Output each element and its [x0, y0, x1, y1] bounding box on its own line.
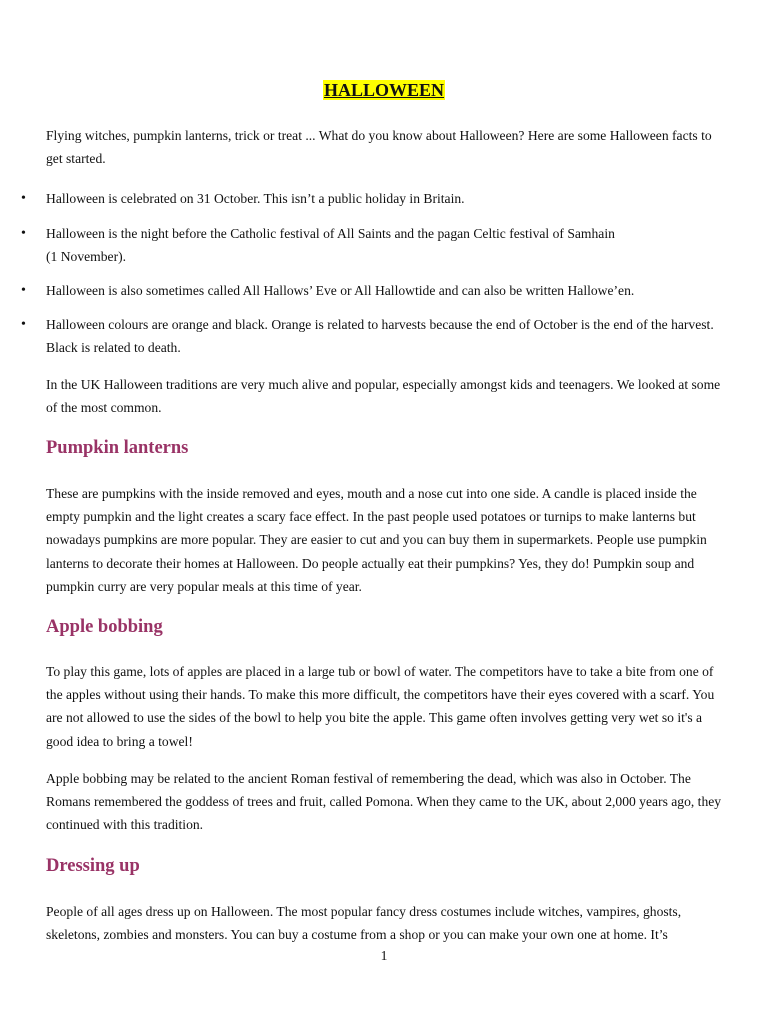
dressing-heading: Dressing up — [46, 856, 140, 876]
dressing-paragraph: People of all ages dress up on Halloween. The most popular fancy dress costumes include witches, vampires, ghosts, skeletons, zombies and monsters. You can buy a costume from a shop or you can make your own one at home. It’s — [46, 904, 682, 943]
bullet-icon: • — [21, 283, 26, 298]
intro-paragraph: Flying witches, pumpkin lanterns, trick or treat ... What do you know about Halloween? Here are some Halloween facts to get started. — [46, 128, 712, 167]
pumpkin-heading: Pumpkin lanterns — [46, 438, 189, 458]
bullet-icon: • — [21, 226, 26, 241]
bullet-icon: • — [21, 317, 26, 332]
bullet-icon: • — [21, 191, 26, 206]
apple-paragraph-2: Apple bobbing may be related to the ancient Roman festival of remembering the dead, which was also in October. The Romans remembered the goddess of trees and fruit, called Pomona. When they came to the UK, about 2,000 years ago, they continued with this tradition. — [46, 771, 722, 833]
apple-heading: Apple bobbing — [46, 617, 163, 637]
apple-paragraph-1: To play this game, lots of apples are placed in a large tub or bowl of water. The competitors have to take a bite from one of the apples without using their hands. To make this more difficult, the competitors have their eyes covered with a scarf. You are not allowed to use the sides of the bowl to help you bite the apple. This game often involves getting very wet so it's a good idea to bring a towel! — [46, 664, 715, 749]
fact-item-3: Halloween is also sometimes called All Hallows’ Eve or All Hallowtide and can also be written Hallowe’en. — [46, 283, 635, 298]
fact-item-1: Halloween is celebrated on 31 October. This isn’t a public holiday in Britain. — [46, 191, 465, 206]
fact-item-2-continued: (1 November). — [46, 249, 127, 264]
page-number: 1 — [380, 948, 388, 963]
document-title — [0, 80, 768, 101]
fact-item-4: Halloween colours are orange and black. Orange is related to harvests because the end of October is the end of the harvest. Black is related to death. — [46, 317, 714, 356]
uk-paragraph: In the UK Halloween traditions are very much alive and popular, especially amongst kids and teenagers. We looked at some of the most common. — [46, 377, 721, 416]
fact-item-2: Halloween is the night before the Catholic festival of All Saints and the pagan Celtic festival of Samhain — [46, 226, 615, 241]
title-text: HALLOWEEN — [323, 80, 445, 100]
pumpkin-paragraph: These are pumpkins with the inside removed and eyes, mouth and a nose cut into one side. A candle is placed inside the empty pumpkin and the light creates a scary face effect. In the past people used potatoes or turnips to make lanterns but nowadays pumpkins are more popular. They are easier to cut and you can buy them in supermarkets. People use pumpkin lanterns to decorate their homes at Halloween. Do people actually eat their pumpkins? Yes, they do! Pumpkin soup and pumpkin curry are very popular meals at this time of year. — [46, 486, 707, 594]
